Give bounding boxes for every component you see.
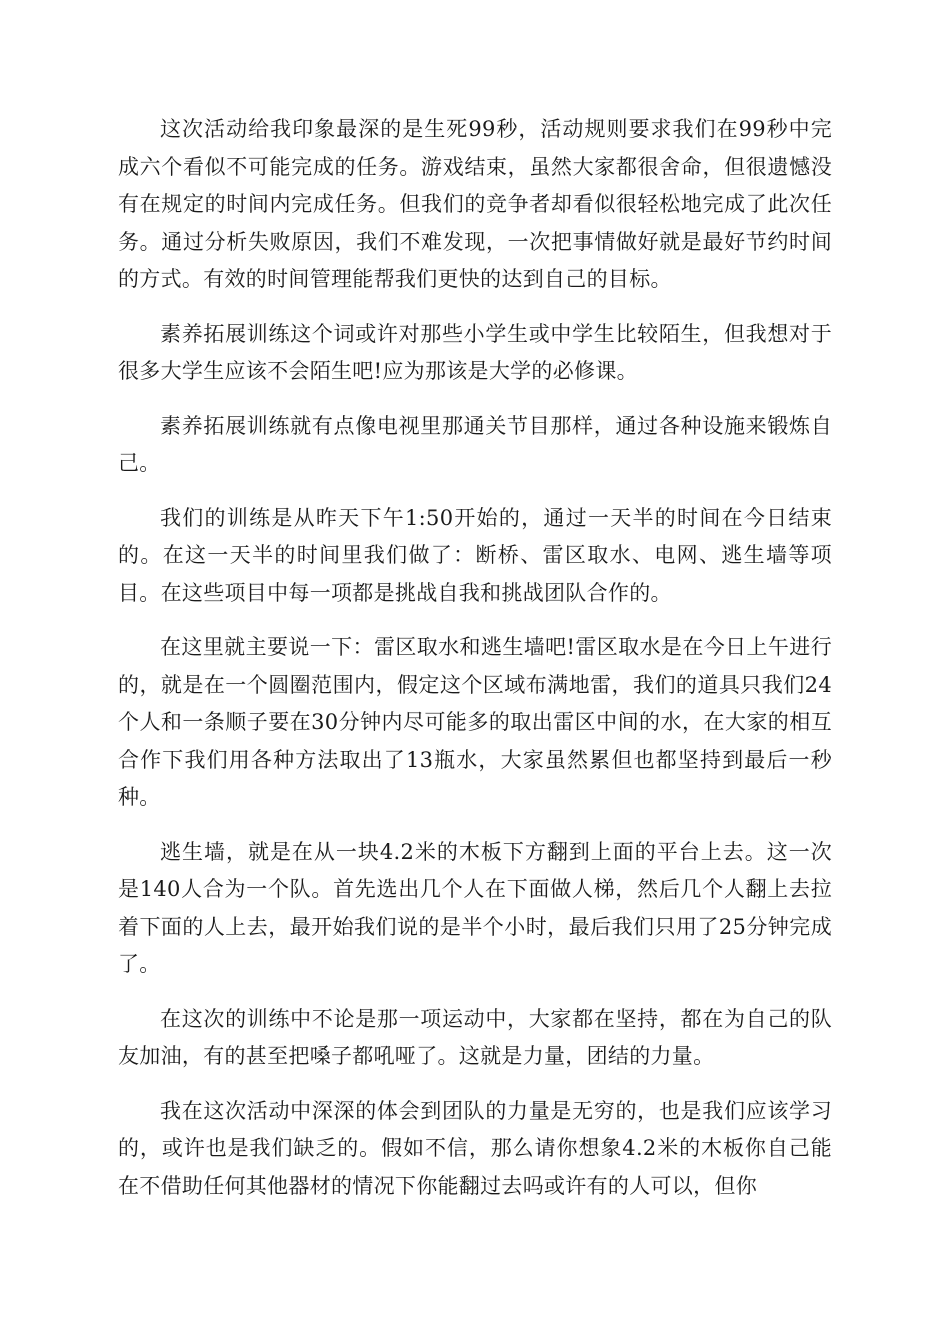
document-page	[118, 111, 832, 1222]
paragraph-4: 我们的训练是从昨天下午1:50开始的，通过一天半的时间在今日结束的。在这一天半的时间里我们做了：断桥、雷区取水、电网、逃生墙等项目。在这些项目中每一项都是挑战自我和挑战团队合作的。	[118, 505, 832, 605]
paragraph-5: 在这里就主要说一下：雷区取水和逃生墙吧!雷区取水是在今日上午进行的，就是在一个圆圈范围内，假定这个区域布满地雷，我们的道具只我们24个人和一条顺子要在30分钟内尽可能多的取出雷区中间的水，在大家的相互合作下我们用各种方法取出了13瓶水，大家虽然累但也都坚持到最后一秒种。	[118, 635, 832, 809]
paragraph-7: 在这次的训练中不论是那一项运动中，大家都在坚持，都在为自己的队友加油，有的甚至把嗓子都吼哑了。这就是力量，团结的力量。	[118, 1006, 832, 1068]
paragraph-2: 素养拓展训练这个词或许对那些小学生或中学生比较陌生，但我想对于很多大学生应该不会陌生吧!应为那该是大学的必修课。	[118, 321, 832, 383]
paragraph-3: 素养拓展训练就有点像电视里那通关节目那样，通过各种设施来锻炼自己。	[118, 413, 832, 475]
paragraph-1: 这次活动给我印象最深的是生死99秒，活动规则要求我们在99秒中完成六个看似不可能完成的任务。游戏结束，虽然大家都很舍命，但很遗憾没有在规定的时间内完成任务。但我们的竞争者却看似很轻松地完成了此次任务。通过分析失败原因，我们不难发现，一次把事情做好就是最好节约时间的方式。有效的时间管理能帮我们更快的达到自己的目标。	[118, 117, 832, 291]
paragraph-6: 逃生墙，就是在从一块4.2米的木板下方翻到上面的平台上去。这一次是140人合为一个队。首先选出几个人在下面做人梯，然后几个人翻上去拉着下面的人上去，最开始我们说的是半个小时，最后我们只用了25分钟完成了。	[118, 839, 832, 976]
paragraph-8: 我在这次活动中深深的体会到团队的力量是无穷的，也是我们应该学习的，或许也是我们缺乏的。假如不信，那么请你想象4.2米的木板你自己能在不借助任何其他器材的情况下你能翻过去吗或许有的人可以，但你	[118, 1098, 832, 1198]
